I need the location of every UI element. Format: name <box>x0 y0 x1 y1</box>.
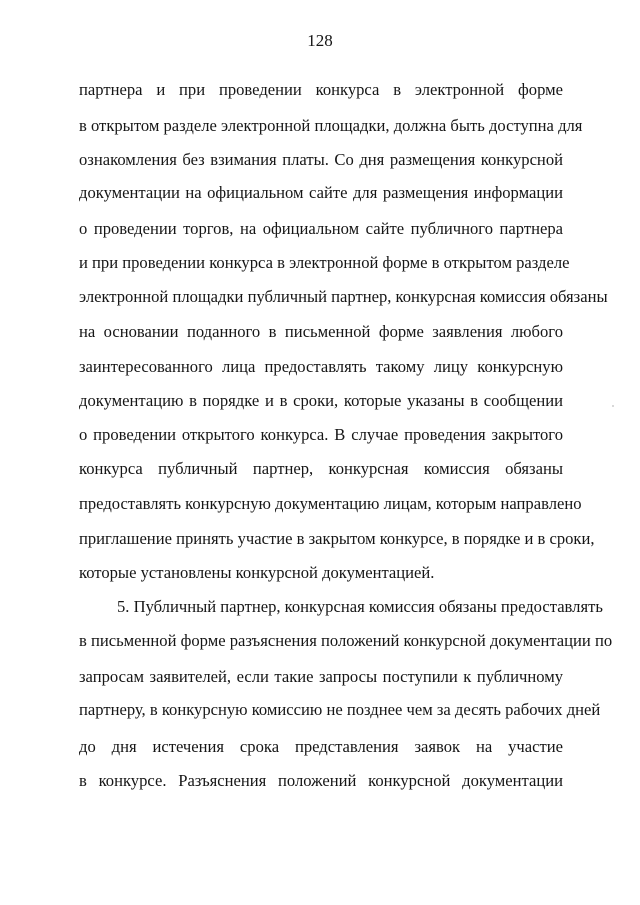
scan-speck <box>612 405 614 407</box>
text-line: в письменной форме разъяснения положений конкурсной документации по <box>79 631 613 650</box>
text-line: партнера и при проведении конкурса в электронной форме <box>79 80 563 99</box>
text-line: на основании поданного в письменной форме заявления любого <box>79 322 563 341</box>
text-line: электронной площадки публичный партнер, конкурсная комиссия обязаны <box>79 287 608 306</box>
page-number: 128 <box>307 31 333 50</box>
text-line: о проведении открытого конкурса. В случае проведения закрытого <box>79 425 563 444</box>
text-line: и при проведении конкурса в электронной форме в открытом разделе <box>79 253 570 272</box>
text-line: документацию в порядке и в сроки, которые указаны в сообщении <box>79 391 563 410</box>
text-line: в конкурсе. Разъяснения положений конкурсной документации <box>79 771 563 790</box>
text-line: заинтересованного лица предоставлять такому лицу конкурсную <box>79 357 563 376</box>
text-line: ознакомления без взимания платы. Со дня размещения конкурсной <box>79 150 563 169</box>
paragraph-first-line: 5. Публичный партнер, конкурсная комиссия обязаны предоставлять <box>117 597 603 616</box>
text-line: в открытом разделе электронной площадки, должна быть доступна для <box>79 116 583 135</box>
text-line: которые установлены конкурсной документацией. <box>79 563 435 582</box>
text-line: о проведении торгов, на официальном сайте публичного партнера <box>79 219 563 238</box>
text-line: документации на официальном сайте для размещения информации <box>79 183 563 202</box>
text-line: запросам заявителей, если такие запросы поступили к публичному <box>79 667 563 686</box>
text-line: до дня истечения срока представления заявок на участие <box>79 737 563 756</box>
text-line: предоставлять конкурсную документацию лицам, которым направлено <box>79 494 582 513</box>
text-line: партнеру, в конкурсную комиссию не позднее чем за десять рабочих дней <box>79 700 601 719</box>
text-line: приглашение принять участие в закрытом конкурсе, в порядке и в сроки, <box>79 529 595 548</box>
text-line: конкурса публичный партнер, конкурсная комиссия обязаны <box>79 459 563 478</box>
